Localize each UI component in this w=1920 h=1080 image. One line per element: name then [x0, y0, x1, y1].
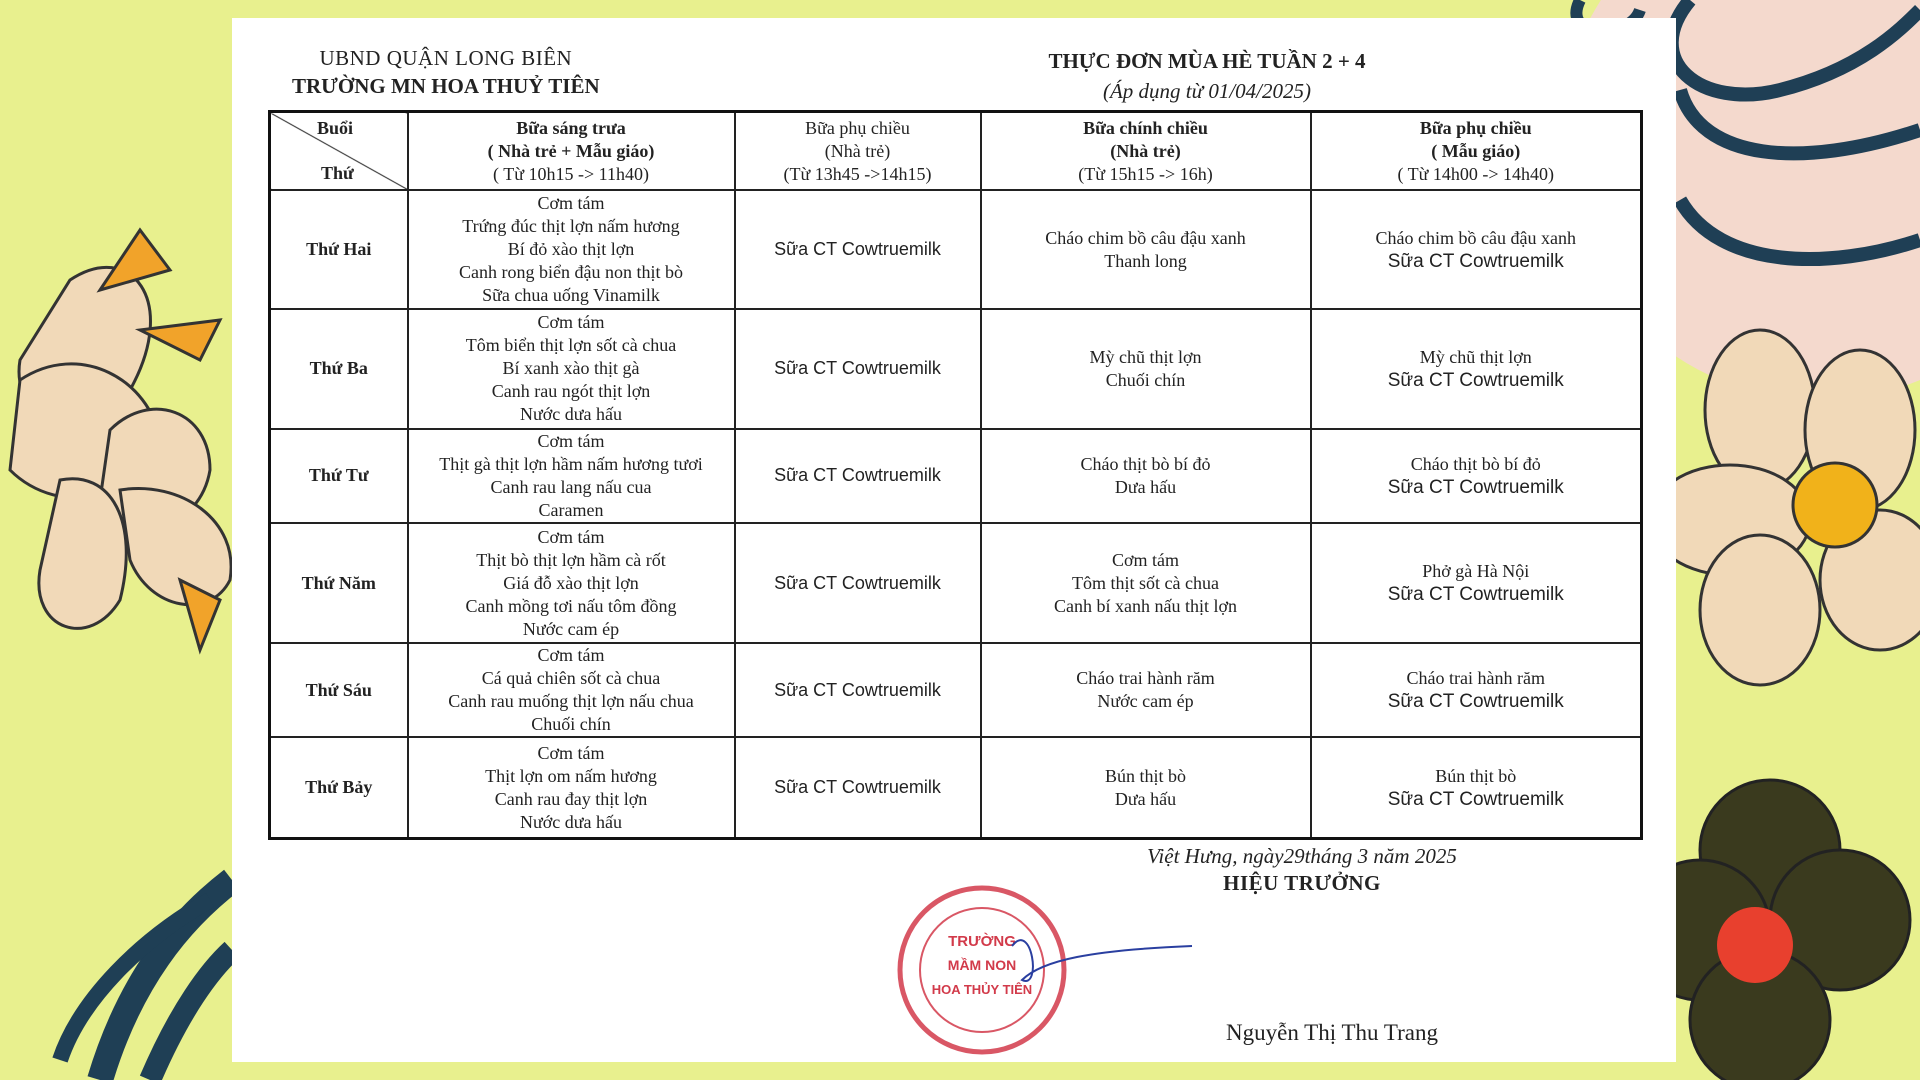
day-cell: Thứ Hai	[270, 190, 408, 309]
dish-item: Cá quả chiên sốt cà chua	[481, 668, 661, 689]
corner-header	[270, 112, 408, 191]
dish-item: Cháo thịt bò bí đỏ	[1410, 453, 1541, 474]
column-time: ( Từ 10h15 -> 11h40)	[493, 163, 649, 184]
dish-item: Canh rau ngót thịt lợn	[491, 381, 651, 402]
applied-date: (Áp dụng từ 01/04/2025)	[1102, 79, 1312, 103]
column-sub: (Nhà trẻ)	[824, 140, 891, 161]
dish-item: Mỳ chũ thịt lợn	[1089, 346, 1202, 367]
breakfast-cell	[408, 190, 735, 309]
column-name: Bữa phụ chiều	[805, 117, 910, 138]
main-afternoon-cell	[981, 523, 1311, 642]
day-cell: Thứ Sáu	[270, 643, 408, 738]
dish-item: Sữa CT Cowtruemilk	[1387, 476, 1564, 498]
day-cell: Thứ Năm	[270, 523, 408, 642]
dish-item: Sữa CT Cowtruemilk	[1387, 691, 1564, 713]
dish-item: Nước dưa hấu	[520, 404, 622, 425]
dish-item: Cháo trai hành răm	[1076, 668, 1215, 689]
table-row	[270, 190, 1642, 309]
dish-item: Sữa CT Cowtruemilk	[1387, 369, 1564, 391]
table-row	[270, 643, 1642, 738]
school-name: TRƯỜNG MN HOA THUỶ TIÊN	[292, 74, 600, 98]
dish-item: Sữa CT Cowtruemilk	[1387, 788, 1564, 810]
main-afternoon-cell	[981, 737, 1311, 838]
table-header-row	[270, 112, 1642, 191]
column-sub: ( Nhà trẻ + Mẫu giáo)	[487, 140, 655, 161]
principal-name: Nguyễn Thị Thu Trang	[1226, 1020, 1438, 1045]
dish-item: Dưa hấu	[1114, 788, 1177, 809]
principal-title: HIỆU TRƯỞNG	[1223, 871, 1381, 895]
dish-item: Bún thịt bò	[1435, 765, 1517, 786]
dish-item: Cơm tám	[537, 430, 605, 451]
main-afternoon-cell	[981, 190, 1311, 309]
menu-title: THỰC ĐƠN MÙA HÈ TUẦN 2 + 4	[1048, 49, 1366, 73]
corner-session-label: Buổi	[317, 118, 354, 138]
snack-nursery-cell: Sữa CT Cowtruemilk	[735, 643, 981, 738]
breakfast-cell	[408, 309, 735, 428]
dish-item: Cháo trai hành răm	[1406, 668, 1545, 689]
snack-nursery-cell: Sữa CT Cowtruemilk	[735, 523, 981, 642]
dish-item: Cháo chim bồ câu đậu xanh	[1375, 227, 1576, 248]
school-stamp	[892, 880, 1252, 1060]
column-name: Bữa sáng trưa	[516, 117, 626, 138]
stamp-line-1: TRƯỜNG	[948, 933, 1016, 950]
breakfast-cell	[408, 737, 735, 838]
column-name: Bữa phụ chiều	[1419, 117, 1532, 138]
dish-item: Mỳ chũ thịt lợn	[1419, 346, 1532, 367]
snack-nursery-cell: Sữa CT Cowtruemilk	[735, 429, 981, 524]
column-time: ( Từ 14h00 -> 14h40)	[1397, 163, 1555, 184]
table-row	[270, 523, 1642, 642]
stamp-line-3: HOA THỦY TIÊN	[931, 982, 1033, 997]
dish-item: Cơm tám	[537, 645, 605, 666]
breakfast-cell	[408, 429, 735, 524]
left-flower-decoration	[10, 230, 231, 650]
corner-day-label: Thứ	[321, 163, 354, 184]
column-name: Bữa chính chiều	[1083, 117, 1208, 138]
dish-item: Cơm tám	[1111, 549, 1180, 570]
right-flower-decoration	[1650, 330, 1920, 685]
dish-item: Phở gà Hà Nội	[1422, 561, 1530, 581]
dish-item: Cơm tám	[537, 526, 605, 547]
column-header-main-afternoon	[981, 112, 1311, 191]
dish-item: Canh rau lang nấu cua	[490, 476, 652, 497]
dish-item: Bún thịt bò	[1104, 765, 1186, 786]
dish-item: Bí xanh xào thịt gà	[502, 358, 640, 379]
day-cell: Thứ Bảy	[270, 737, 408, 838]
snack-nursery-cell: Sữa CT Cowtruemilk	[735, 190, 981, 309]
snack-kinder-cell	[1311, 643, 1642, 738]
column-header-snack-nursery	[735, 112, 981, 191]
dish-item: Sữa CT Cowtruemilk	[1387, 250, 1564, 272]
day-cell: Thứ Ba	[270, 309, 408, 428]
dish-item: Canh rau muống thịt lợn nấu chua	[448, 691, 694, 712]
dish-item: Cơm tám	[537, 193, 605, 214]
column-time: (Từ 13h45 ->14h15)	[783, 163, 932, 184]
breakfast-cell	[408, 523, 735, 642]
dish-item: Thịt gà thịt lợn hầm nấm hương tươi	[439, 453, 703, 474]
stamp-line-2: MẦM NON	[947, 957, 1017, 973]
dish-item: Sữa CT Cowtruemilk	[1387, 584, 1564, 605]
column-header-breakfast	[408, 112, 735, 191]
dish-item: Caramen	[538, 499, 604, 520]
dish-item: Thịt lợn om nấm hương	[485, 765, 657, 786]
main-afternoon-cell	[981, 643, 1311, 738]
snack-kinder-cell	[1311, 190, 1642, 309]
table-row	[270, 309, 1642, 428]
navy-swirl-decoration	[60, 880, 232, 1080]
dish-item: Giá đỗ xào thịt lợn	[503, 572, 639, 593]
dish-item: Nước cam ép	[522, 618, 620, 639]
column-header-snack-kinder	[1311, 112, 1642, 191]
dish-item: Chuối chín	[1105, 369, 1186, 390]
dish-item: Cơm tám	[537, 742, 605, 763]
dish-item: Nước cam ép	[1097, 691, 1194, 712]
dish-item: Canh rau đay thịt lợn	[494, 788, 648, 809]
snack-kinder-cell	[1311, 523, 1642, 642]
dish-item: Chuối chín	[531, 714, 611, 735]
column-sub: (Nhà trẻ)	[1110, 140, 1181, 161]
dish-item: Cơm tám	[537, 312, 605, 333]
column-sub: ( Mẫu giáo)	[1431, 140, 1521, 161]
dish-item: Tôm thịt sốt cà chua	[1072, 572, 1219, 593]
menu-table	[268, 110, 1643, 840]
column-time: (Từ 15h15 -> 16h)	[1078, 163, 1213, 184]
place-date: Việt Hưng, ngày29tháng 3 năm 2025	[1147, 844, 1457, 868]
snack-nursery-cell: Sữa CT Cowtruemilk	[735, 309, 981, 428]
dish-item: Sữa chua uống Vinamilk	[482, 285, 660, 306]
dish-item: Thịt bò thịt lợn hầm cà rốt	[476, 549, 666, 570]
dish-item: Tôm biển thịt lợn sốt cà chua	[465, 335, 677, 356]
dish-item: Canh rong biển đậu non thịt bò	[459, 262, 683, 283]
dish-item: Cháo chim bồ câu đậu xanh	[1045, 227, 1246, 248]
dish-item: Cháo thịt bò bí đỏ	[1080, 453, 1211, 474]
dish-item: Canh bí xanh nấu thịt lợn	[1054, 595, 1237, 616]
dish-item: Canh mồng tơi nấu tôm đồng	[465, 595, 677, 616]
snack-kinder-cell	[1311, 429, 1642, 524]
main-afternoon-cell	[981, 309, 1311, 428]
school-header	[292, 44, 600, 100]
breakfast-cell	[408, 643, 735, 738]
main-afternoon-cell	[981, 429, 1311, 524]
table-row	[270, 429, 1642, 524]
dish-item: Dưa hấu	[1114, 476, 1177, 497]
menu-title-block	[1012, 46, 1402, 106]
dish-item: Trứng đúc thịt lợn nấm hương	[462, 216, 680, 237]
dish-item: Nước dưa hấu	[520, 811, 622, 832]
snack-kinder-cell	[1311, 737, 1642, 838]
snack-kinder-cell	[1311, 309, 1642, 428]
dish-item: Thanh long	[1104, 250, 1187, 271]
dish-item: Bí đỏ xào thịt lợn	[507, 239, 635, 260]
day-cell: Thứ Tư	[270, 429, 408, 524]
district-name: UBND QUẬN LONG BIÊN	[319, 46, 573, 70]
table-row	[270, 737, 1642, 838]
snack-nursery-cell: Sữa CT Cowtruemilk	[735, 737, 981, 838]
